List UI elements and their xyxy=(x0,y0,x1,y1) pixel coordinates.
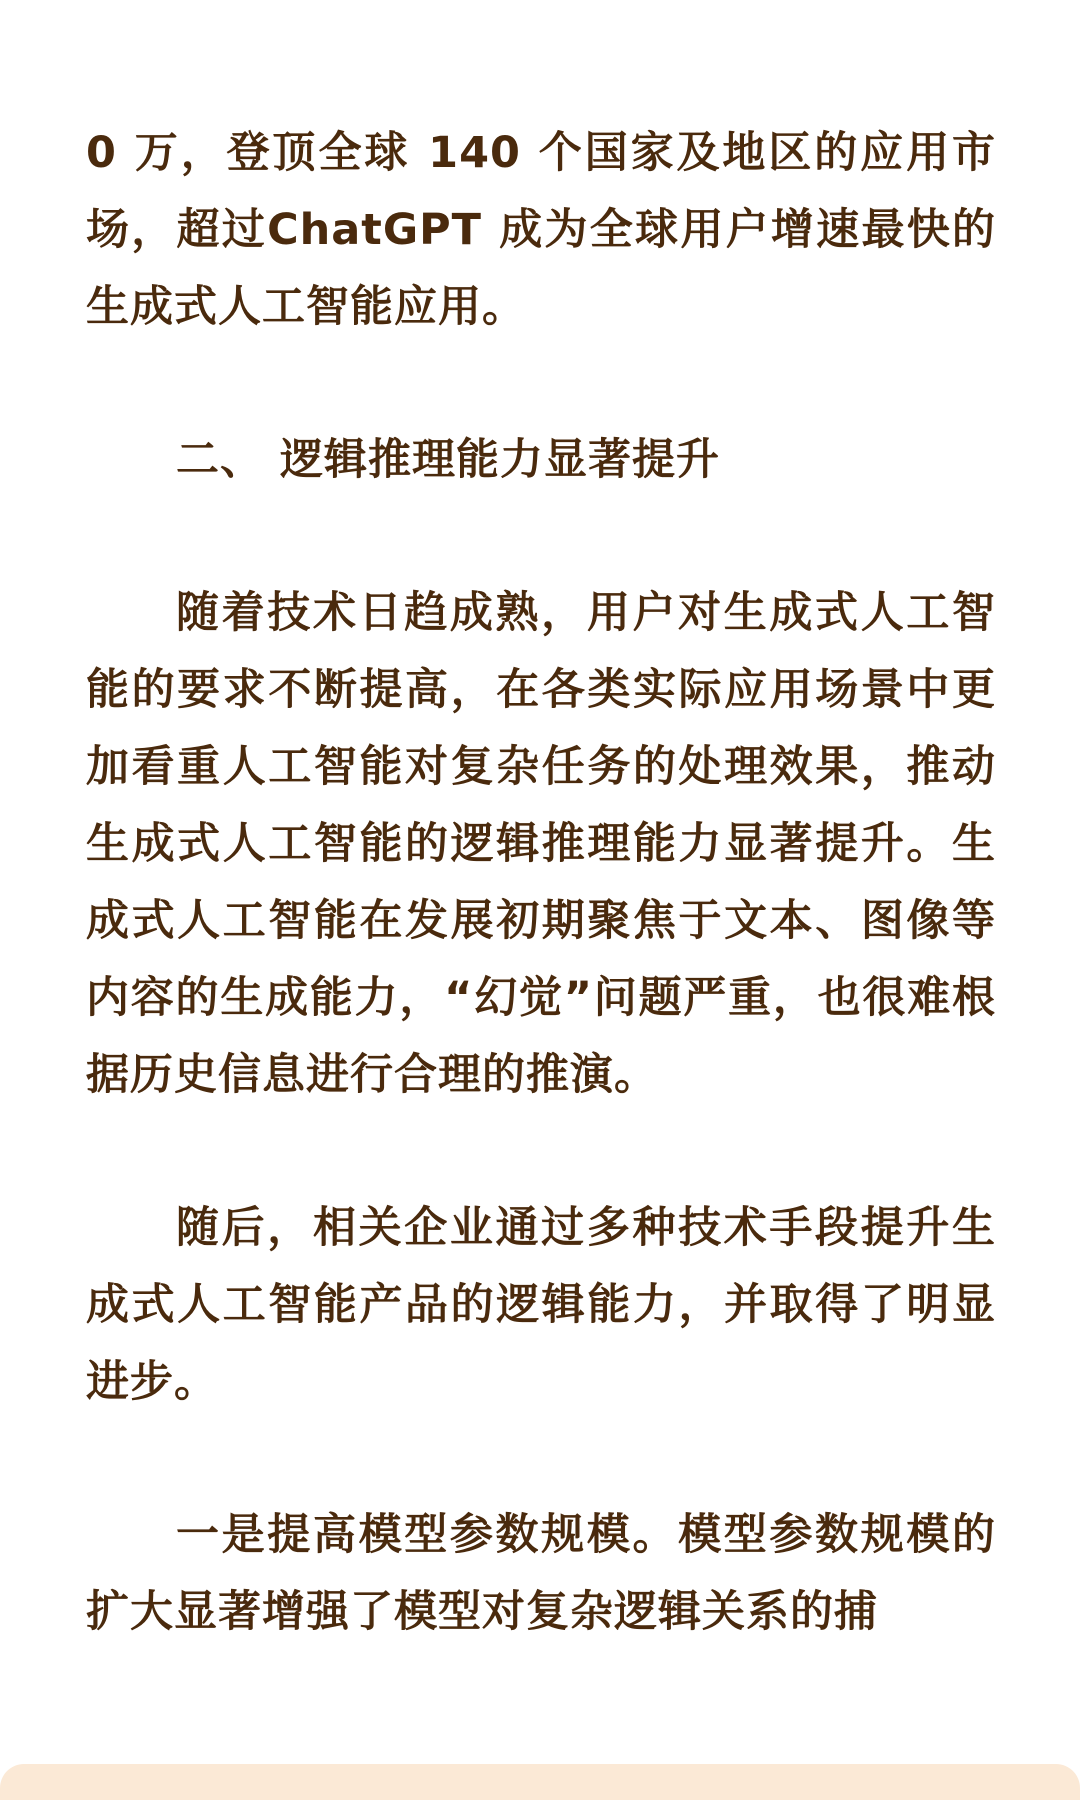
section-heading: 二、 逻辑推理能力显著提升 xyxy=(176,435,720,485)
footer-band xyxy=(0,1764,1080,1800)
paragraph-gap xyxy=(86,1114,996,1190)
paragraph-gap xyxy=(86,1421,996,1497)
paragraph-gap xyxy=(86,346,996,422)
paragraph-progress: 随后，相关企业通过多种技术手段提升生成式人工智能产品的逻辑能力，并取得了明显进步。 xyxy=(86,1203,996,1407)
paragraph-gap xyxy=(86,499,996,575)
article-body xyxy=(86,115,996,1651)
paragraph-continued: 0 万，登顶全球 140 个国家及地区的应用市场，超过ChatGPT 成为全球用户增速最快的生成式人工智能应用。 xyxy=(86,128,996,332)
paragraph-parameters: 一是提高模型参数规模。模型参数规模的扩大显著增强了模型对复杂逻辑关系的捕 xyxy=(86,1510,996,1637)
paragraph-reasoning: 随着技术日趋成熟，用户对生成式人工智能的要求不断提高，在各类实际应用场景中更加看重人工智能对复杂任务的处理效果，推动生成式人工智能的逻辑推理能力显著提升。生成式人工智能在发展初期聚焦于文本、图像等内容的生成能力，“幻觉”问题严重，也很难根据历史信息进行合理的推演。 xyxy=(86,588,996,1100)
